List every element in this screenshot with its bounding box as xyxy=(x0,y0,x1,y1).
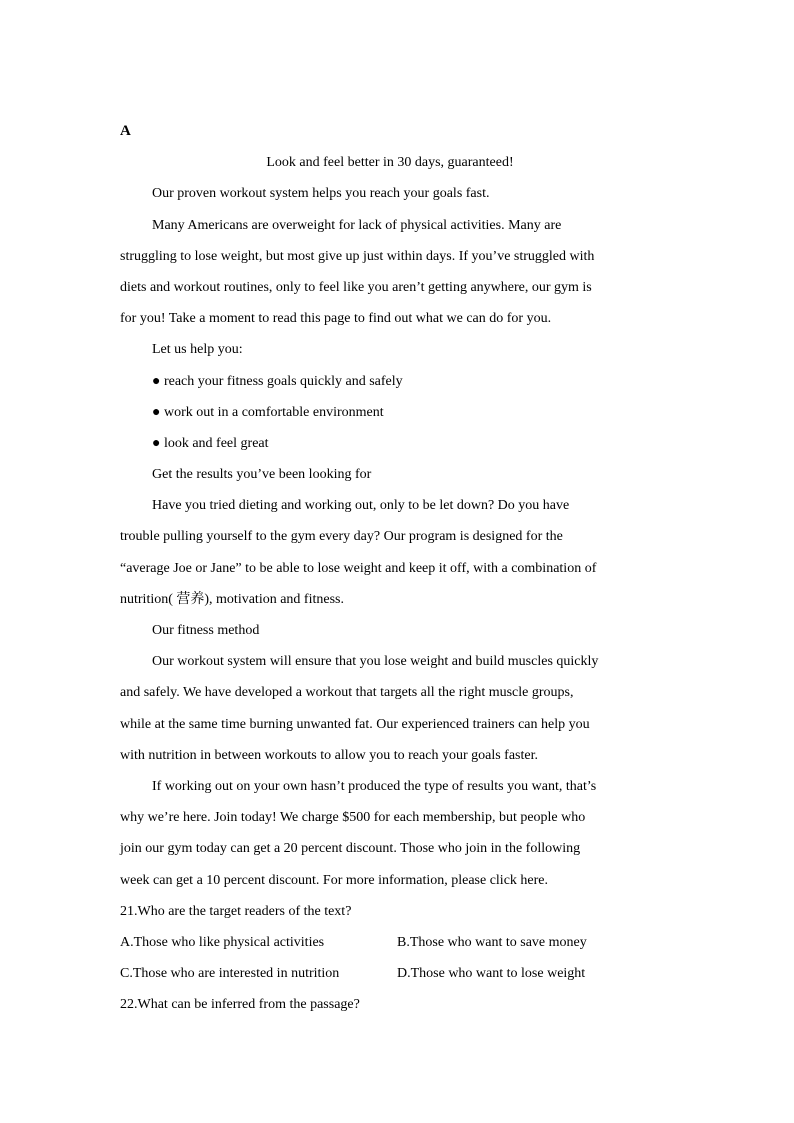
paragraph-line: join our gym today can get a 20 percent discount. Those who join in the following xyxy=(120,841,581,857)
subheading: Our fitness method xyxy=(152,623,260,638)
option-a: A.Those who like physical activities xyxy=(120,934,325,950)
section-label: A xyxy=(120,123,131,139)
paragraph-line: “average Joe or Jane” to be able to lose weight and keep it off, with a combination of xyxy=(120,560,597,576)
option-b: B.Those who want to save money xyxy=(397,934,587,950)
paragraph-line: trouble pulling yourself to the gym every day? Our program is designed for the xyxy=(120,529,563,545)
document-page xyxy=(120,116,660,1020)
option-c: C.Those who are interested in nutrition xyxy=(120,966,340,982)
subheading: Get the results you’ve been looking for xyxy=(152,467,372,483)
list-heading: Let us help you: xyxy=(152,342,243,358)
paragraph-line: diets and workout routines, only to feel like you aren’t getting anywhere, our gym is xyxy=(120,279,592,295)
options-row-ab xyxy=(120,927,660,958)
paragraph-line: why we’re here. Join today! We charge $500 for each membership, but people who xyxy=(120,810,586,826)
paragraph-line: and safely. We have developed a workout that targets all the right muscle groups, xyxy=(120,685,574,701)
paragraph-line: for you! Take a moment to read this page to find out what we can do for you. xyxy=(120,311,552,327)
passage-title: Look and feel better in 30 days, guaranteed! xyxy=(266,155,514,171)
paragraph-line: If working out on your own hasn’t produced the type of results you want, that’s xyxy=(152,778,597,794)
bullet-item: ● reach your fitness goals quickly and safely xyxy=(152,373,403,389)
options-row-cd xyxy=(120,958,660,989)
paragraph-line: struggling to lose weight, but most give up just within days. If you’ve struggled with xyxy=(120,248,595,264)
paragraph-line: week can get a 10 percent discount. For more information, please click here. xyxy=(120,872,549,888)
paragraph-line: with nutrition in between workouts to allow you to reach your goals faster. xyxy=(120,747,538,763)
bullet-item: ● look and feel great xyxy=(152,435,269,451)
paragraph-line: Have you tried dieting and working out, only to be let down? Do you have xyxy=(152,498,570,514)
paragraph-line: nutrition( 营养), motivation and fitness. xyxy=(120,591,344,607)
paragraph-line: Our workout system will ensure that you lose weight and build muscles quickly xyxy=(152,654,599,670)
question-21: 21.Who are the target readers of the text? xyxy=(120,903,352,919)
bullet-item: ● work out in a comfortable environment xyxy=(152,404,384,420)
paragraph-line: Many Americans are overweight for lack of physical activities. Many are xyxy=(152,217,562,233)
question-22: 22.What can be inferred from the passage? xyxy=(120,997,360,1013)
intro-line: Our proven workout system helps you reach your goals fast. xyxy=(152,186,490,202)
paragraph-line: while at the same time burning unwanted fat. Our experienced trainers can help you xyxy=(120,716,590,732)
option-d: D.Those who want to lose weight xyxy=(397,966,586,982)
